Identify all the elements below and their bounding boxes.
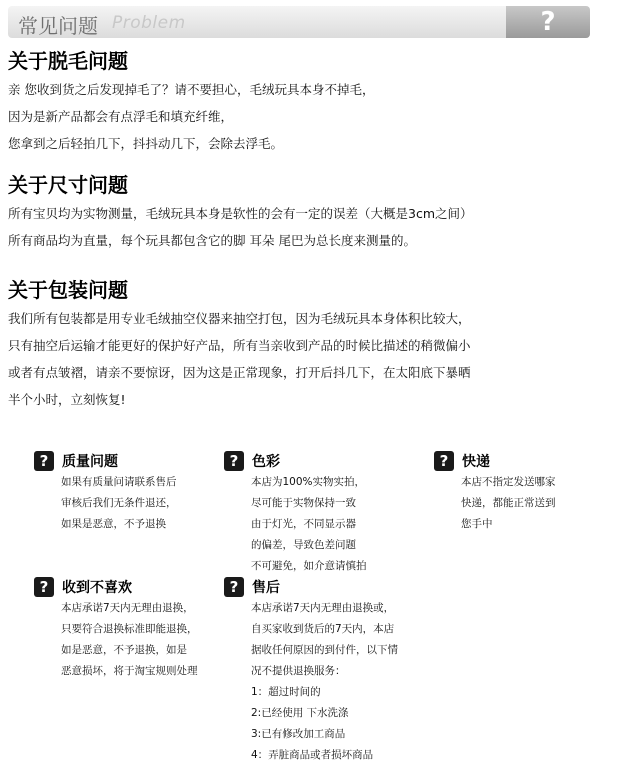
section-line: 亲 您收到货之后发现掉毛了？请不要担心，毛绒玩具本身不掉毛， xyxy=(8,82,375,97)
section-line: 所有商品均为直量，每个玩具都包含它的脚 耳朵 尾巴为总长度来测量的。 xyxy=(8,233,416,248)
box-line: 1：超过时间的 xyxy=(251,686,321,698)
box-title: 快递 xyxy=(462,454,490,470)
faq-header xyxy=(8,6,590,38)
question-icon: ? xyxy=(224,577,244,597)
header-subtitle: Problem xyxy=(112,13,186,33)
box-line: 如是恶意，不予退换，如是 xyxy=(61,644,187,656)
box-color xyxy=(224,450,367,577)
box-line: 况不提供退换服务： xyxy=(251,665,346,677)
box-title: 质量问题 xyxy=(62,454,118,470)
box-delivery xyxy=(434,450,556,535)
section-line: 我们所有包装都是用专业毛绒抽空仪器来抽空打包，因为毛绒玩具本身体积比较大， xyxy=(8,311,471,326)
box-line: 快递，都能正常送到 xyxy=(461,497,556,509)
box-title: 色彩 xyxy=(252,454,280,470)
box-line: 如果是恶意，不予退换 xyxy=(61,518,166,530)
box-line: 本店不指定发送哪家 xyxy=(461,476,556,488)
section-line: 只有抽空后运输才能更好的保护好产品，所有当亲收到产品的时候比描述的稍微偏小 xyxy=(8,338,471,353)
box-line: 2:已经使用 下水洗涤 xyxy=(251,707,349,719)
question-icon: ? xyxy=(34,451,54,471)
box-line: 3:已有修改加工商品 xyxy=(251,728,346,740)
section-line: 因为是新产品都会有点浮毛和填充纤维， xyxy=(8,109,234,124)
box-line: 审核后我们无条件退还， xyxy=(61,497,177,509)
box-dislike xyxy=(34,576,198,682)
box-line: 如果有质量问请联系售后 xyxy=(61,476,177,488)
box-line: 由于灯光，不同显示器 xyxy=(251,518,356,530)
box-line: 不可避免，如介意请慎拍 xyxy=(251,560,367,572)
section-line: 半个小时，立刻恢复! xyxy=(8,392,126,407)
question-icon: ? xyxy=(34,577,54,597)
box-line: 本店为100%实物实拍， xyxy=(251,476,366,488)
section-title: 关于脱毛问题 xyxy=(8,49,128,73)
section-size xyxy=(8,172,608,254)
header-title: 常见问题 xyxy=(18,14,98,38)
box-line: 尽可能于实物保持一致 xyxy=(251,497,356,509)
box-line: 4：弄脏商品或者损坏商品 xyxy=(251,749,374,761)
box-line: 本店承诺7天内无理由退换， xyxy=(61,602,194,614)
section-title: 关于包装问题 xyxy=(8,278,128,302)
section-packaging xyxy=(8,277,608,413)
box-line: 恶意损坏，将于淘宝规则处理 xyxy=(61,665,198,677)
box-after-sales xyxy=(224,576,398,766)
box-line: 的偏差，导致色差问题 xyxy=(251,539,356,551)
section-line: 您拿到之后轻拍几下，抖抖动几下，会除去浮毛。 xyxy=(8,136,284,151)
section-title: 关于尺寸问题 xyxy=(8,173,128,197)
box-title: 收到不喜欢 xyxy=(62,580,132,596)
section-line: 或者有点皱褶，请亲不要惊讶，因为这是正常现象，打开后抖几下，在太阳底下暴晒 xyxy=(8,365,471,380)
box-line: 本店承诺7天内无理由退换或， xyxy=(251,602,395,614)
box-quality xyxy=(34,450,177,535)
section-line: 所有宝贝均为实物测量，毛绒玩具本身是软性的会有一定的误差（大概是3cm之间） xyxy=(8,206,473,221)
question-mark-icon: ? xyxy=(506,6,590,38)
box-line: 您手中 xyxy=(461,518,493,530)
box-line: 只要符合退换标准即能退换， xyxy=(61,623,198,635)
question-icon: ? xyxy=(434,451,454,471)
box-title: 售后 xyxy=(252,580,280,596)
section-shedding xyxy=(8,48,608,157)
box-line: 自买家收到货后的7天内，本店 xyxy=(251,623,395,635)
question-icon: ? xyxy=(224,451,244,471)
box-line: 据收任何原因的到付件，以下情 xyxy=(251,644,398,656)
